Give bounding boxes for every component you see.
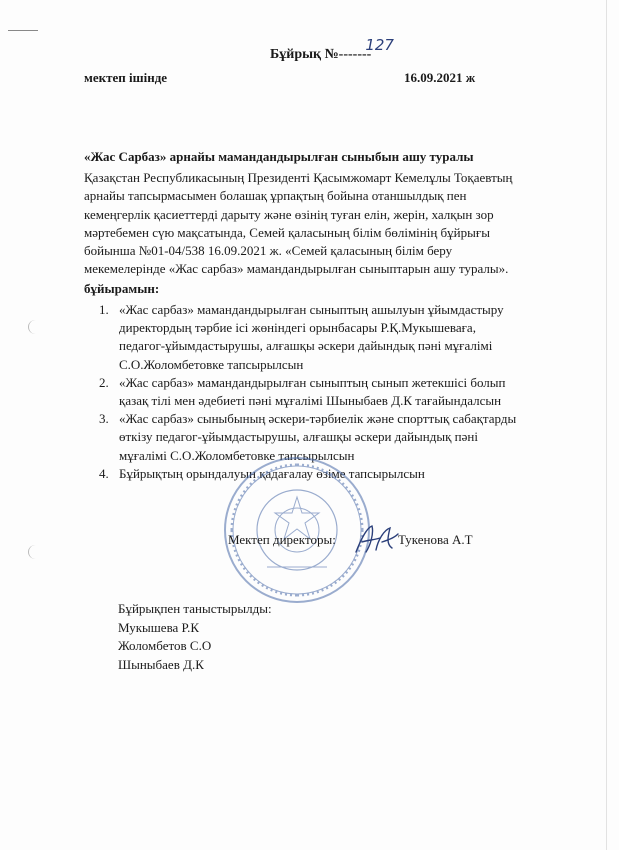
order-item-line: өткізу педагог-ұйымдастырушы, алғашқы әскери дайындық пәні [119,429,478,445]
order-title [270,36,400,63]
intro-line: Қазақстан Республикасының Президенті Қасымжомарт Кемелұлы Тоқаевтың [84,170,513,185]
director-label: Мектеп директоры: [228,532,336,547]
director-signature [352,520,400,558]
order-item-line: директордың тәрбие ісі жөніндегі орынбасары Р.Қ.Мукышеваға, [119,320,476,336]
acknowledgement-block [118,600,272,674]
intro-line: мекемелерінде «Жас сарбаз» мамандандырылған сыныптарын ашу туралы». [84,261,509,277]
order-number-handwritten: 127 [365,36,394,54]
punch-hole-mark [28,545,43,559]
order-item-number: 2. [99,374,109,390]
order-item-line: педагог-ұйымдастырушы, алғашқы әскери дайындық пәні мұғалімі [119,338,493,354]
order-item-line: «Жас сарбаз» мамандандырылған сыныптың сынып жетекшісі болып [119,374,506,390]
order-date: 16.09.2021 ж [404,70,476,85]
order-place: мектеп ішінде [84,70,168,85]
order-item-line: «Жас сарбаз» мамандандырылған сыныптың ашылуын ұйымдастыру [119,302,504,317]
order-item [99,301,559,374]
intro-line: бойынша №01-04/538 16.09.2021 ж. «Семей қаласының білім беру [84,243,453,259]
order-item-line: С.О.Жоломбетовке тапсырылсын [119,356,304,372]
intro-line: арнайы тапсырмасымен болашақ ұрпақтың бойына отаншылдық пен [84,188,467,204]
scan-mark [8,30,38,31]
order-subject: «Жас Сарбаз» арнайы мамандандырылған сыныбын ашу туралы [84,149,474,164]
intro-paragraph [84,169,554,279]
order-item-line: мұғалімі С.О.Жоломбетовке тапсырылсын [119,447,355,463]
order-title-text: Бұйрық №------- [270,47,372,62]
director-name: Тукенова А.Т [398,532,473,547]
order-item [99,374,559,410]
acknowledged-label: Бұйрықпен таныстырылды: [118,601,272,616]
school-seal-stamp [222,455,372,605]
acknowledged-person: Мукышева Р.К [118,619,200,635]
order-item-number: 3. [99,411,109,427]
intro-line: мәртебемен сүю мақсатында, Семей қаласының білім бөлімінің бұйрығы [84,224,490,240]
acknowledged-person: Шыныбаев Д.К [118,656,204,672]
order-item-line: «Жас сарбаз» сыныбының әскери-тәрбиелік және спорттық сабақтарды [119,411,517,427]
order-item-line: қазақ тілі мен әдебиеті пәні мұғалімі Шыныбаев Д.К тағайындалсын [119,393,502,409]
punch-hole-mark [28,320,43,334]
resolve-label: бұйырамын: [84,281,160,296]
order-item-number: 4. [99,465,109,481]
order-item-number: 1. [99,302,109,317]
page-edge-shadow [606,0,607,850]
intro-line: кемеңгерлік қасиеттерді дарыту және өзінің туған елін, жерін, халқын зор [84,206,494,222]
order-item-line: Бұйрықтың орындалуын қадағалау өзіме тапсырылсын [119,465,425,481]
acknowledged-person: Жоломбетов С.О [118,638,212,653]
